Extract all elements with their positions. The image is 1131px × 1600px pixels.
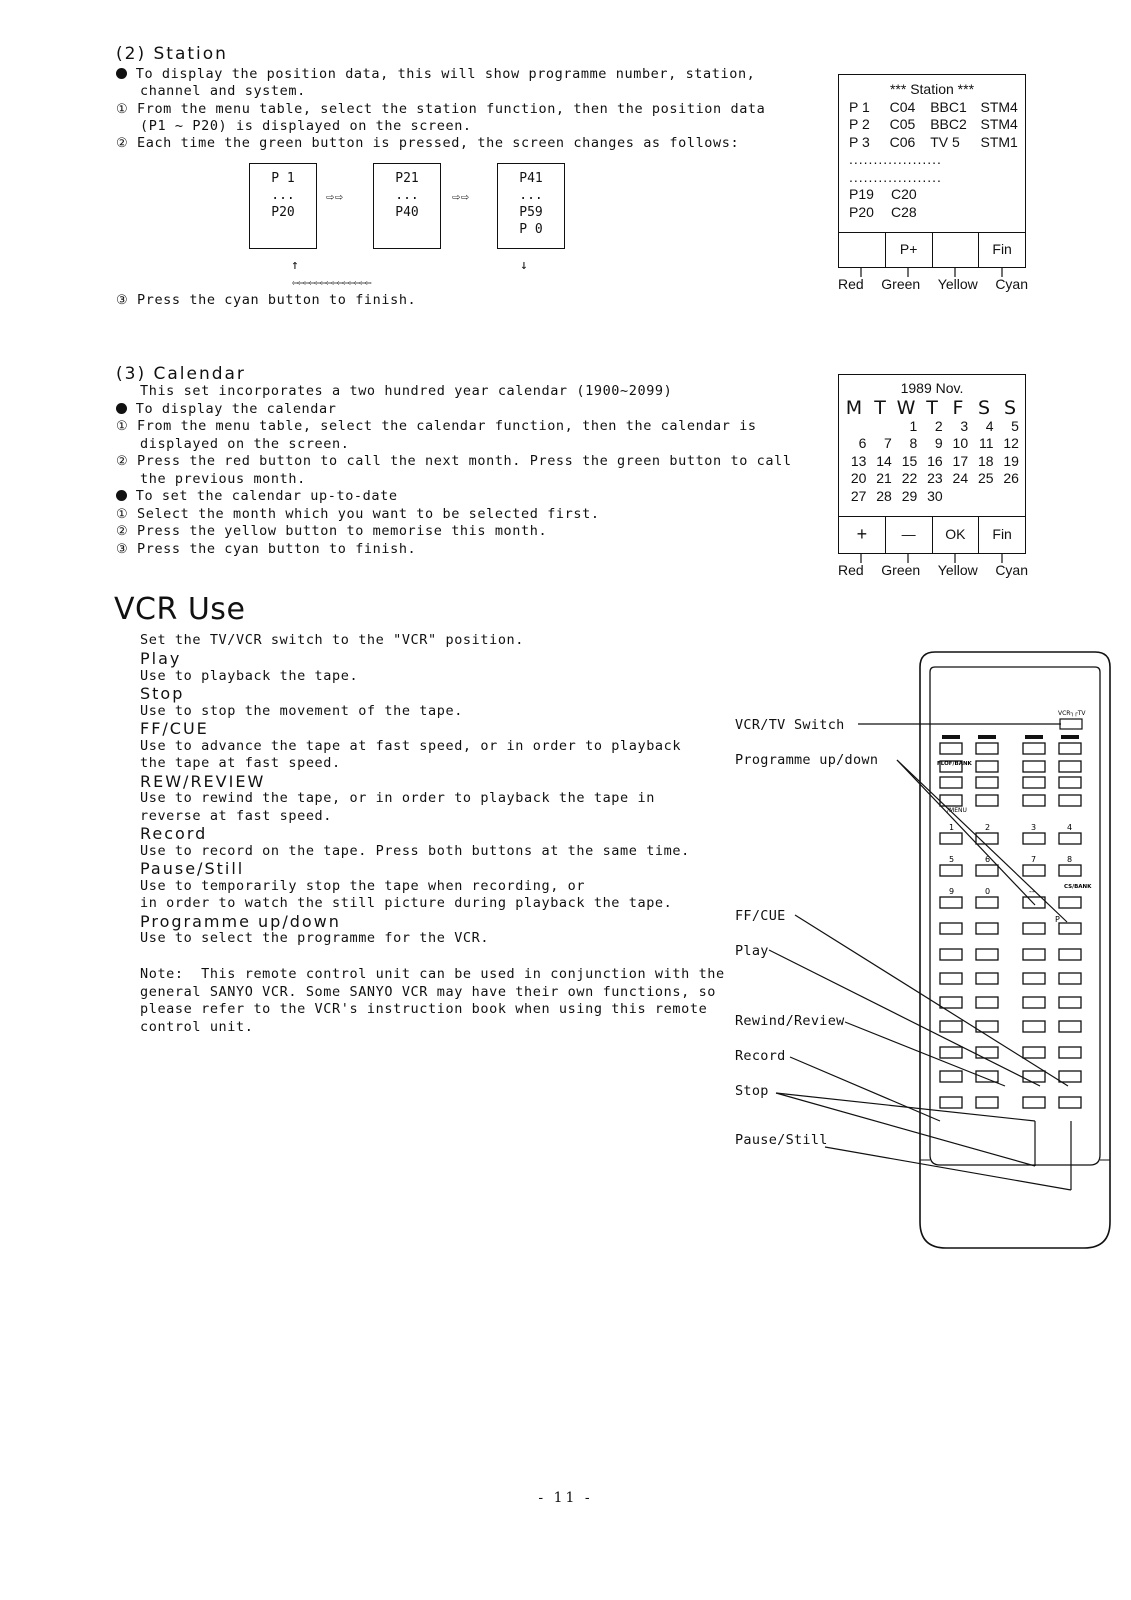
remote-button — [1059, 743, 1081, 754]
screen-cell: STM4 — [980, 98, 1018, 115]
calendar-date: 29 — [901, 487, 918, 504]
circled-three-icon: ③ — [116, 542, 129, 557]
remote-button — [1023, 949, 1045, 960]
calendar-day-letter: M — [845, 396, 863, 419]
station-btn-yellow — [933, 233, 980, 267]
screen-cell: P 1 — [849, 98, 870, 115]
remote-button — [1059, 897, 1081, 908]
remote-button — [976, 949, 998, 960]
remote-key-label: P — [1055, 915, 1060, 924]
remote-indicator-bar — [978, 735, 996, 739]
note-line: control unit. — [140, 1018, 254, 1035]
calendar-date: 5 — [1011, 417, 1019, 434]
vcr-function-desc: reverse at fast speed. — [140, 807, 333, 824]
circled-one-icon: ① — [116, 419, 129, 434]
remote-key-label: 7 — [1031, 855, 1037, 864]
station-intro-cont: channel and system. — [140, 83, 306, 99]
vcr-function-desc: Use to temporarily stop the tape when recording, or — [140, 877, 586, 894]
calendar-date: 3 — [960, 417, 969, 434]
remote-button — [1059, 777, 1081, 788]
calendar-date: 13 — [850, 452, 867, 469]
remote-button — [1023, 1071, 1045, 1082]
remote-button — [976, 923, 998, 934]
vcr-function-list — [140, 650, 690, 948]
remote-button — [1059, 795, 1081, 806]
calendar-week — [839, 453, 1025, 471]
screen-cell: P 2 — [849, 116, 870, 132]
calendar-btn-green: — — [886, 517, 933, 553]
station-step1-cont: (P1 ~ P20) is displayed on the screen. — [140, 118, 472, 134]
remote-button — [976, 795, 998, 806]
calendar-date: 24 — [952, 470, 969, 486]
calendar-btn-cyan: Fin — [992, 526, 1012, 542]
remote-indicator-bar — [1025, 735, 1043, 739]
note-line: Note: This remote control unit can be used in conjunction with the — [140, 966, 725, 982]
calendar-date: 21 — [876, 470, 892, 486]
remote-key-label: 8 — [1067, 855, 1073, 864]
color-label: Red — [838, 562, 864, 578]
flow-box-2-line: P40 — [395, 205, 419, 220]
note-line: please refer to the VCR's instruction book when using this remote — [140, 1001, 708, 1017]
calendar-date — [970, 488, 995, 506]
vcr-function-desc: in order to watch the still picture during playback the tape. — [140, 895, 673, 911]
calendar-button-bar — [838, 516, 1026, 554]
color-label: Cyan — [995, 562, 1028, 578]
remote-key-label: 1 — [949, 823, 955, 832]
screen-cell: P20 — [849, 203, 874, 220]
remote-button — [1059, 1021, 1081, 1032]
remote-button — [940, 865, 962, 876]
screen-cell: P19 — [849, 186, 874, 202]
calendar-date: 19 — [1003, 452, 1019, 469]
color-label: Cyan — [995, 276, 1028, 292]
remote-button — [940, 949, 962, 960]
circled-one-icon: ① — [116, 507, 129, 522]
flow-box-3-line: P 0 — [519, 222, 543, 237]
remote-key-label: -- — [1029, 887, 1035, 896]
calendar-date: 28 — [876, 487, 892, 504]
remote-indicator-bar — [942, 735, 960, 739]
calendar-btn-red: + — [839, 517, 886, 553]
station-btn-green: P+ — [886, 233, 933, 267]
remote-key-label: 3 — [1031, 823, 1037, 832]
calendar-screen-title: 1989 Nov. — [900, 380, 964, 396]
remote-key-label: 0 — [985, 887, 991, 896]
remote-button — [1023, 777, 1045, 788]
station-step2: ② Each time the green button is pressed, the screen changes as follows: — [116, 135, 740, 151]
calendar-date — [945, 488, 970, 506]
remote-button — [1023, 1097, 1045, 1108]
return-arrows-icon: ⇦⇦⇦⇦⇦⇦⇦⇦⇦⇦⇦⇦⇦⇦ — [292, 276, 371, 289]
flow-box-3-line: P41 — [519, 171, 543, 186]
calendar-date: 30 — [927, 487, 943, 504]
station-row — [839, 99, 1025, 117]
remote-button — [1023, 1047, 1045, 1058]
screen-cell: BBC1 — [930, 98, 967, 115]
screen-cell: C28 — [891, 203, 917, 220]
remote-button — [976, 973, 998, 984]
station-btn-red — [839, 233, 886, 267]
calendar-date: 27 — [850, 487, 867, 504]
remote-button — [940, 997, 962, 1008]
flow-box-2 — [373, 163, 441, 249]
calendar-date: 12 — [1003, 435, 1019, 451]
calendar-date: 2 — [934, 417, 943, 434]
remote-button — [1059, 1097, 1081, 1108]
station-color-labels — [838, 276, 1028, 294]
station-intro: To display the position data, this will show programme number, station, — [116, 66, 755, 84]
menu-mark: /MENU — [947, 807, 967, 814]
remote-button — [1059, 1047, 1081, 1058]
station-btn-cyan: Fin — [992, 241, 1012, 257]
remote-key-label: 6 — [985, 855, 991, 864]
station-screen-rows — [839, 99, 1025, 152]
remote-button — [1023, 973, 1045, 984]
remote-key-label: 2 — [985, 823, 991, 832]
remote-button — [1059, 973, 1081, 984]
calendar-step2: ② Press the red button to call the next month. Press the green button to call — [116, 453, 792, 469]
calendar-date: 6 — [858, 435, 867, 451]
remote-button — [940, 1071, 962, 1082]
remote-button — [976, 761, 998, 772]
calendar-date: 14 — [876, 452, 892, 469]
calendar-bullet-2: To set the calendar up-to-date — [116, 488, 398, 506]
circled-two-icon: ② — [116, 454, 129, 469]
flow-box-1-line: P 1 — [271, 171, 295, 186]
calendar-grid — [839, 418, 1025, 506]
screen-cell: STM4 — [980, 116, 1018, 132]
station-row — [839, 116, 1025, 134]
color-label: Yellow — [937, 276, 978, 292]
remote-button — [1059, 833, 1081, 844]
flow-box-3-line: ... — [519, 188, 543, 203]
calendar-step2-cont: the previous month. — [140, 471, 306, 487]
calendar-date: 9 — [934, 435, 943, 451]
label-record: Record — [735, 1048, 786, 1064]
calendar-week — [839, 435, 1025, 453]
remote-button — [1059, 949, 1081, 960]
remote-button — [1023, 743, 1045, 754]
screen-cell: BBC2 — [930, 116, 967, 132]
calendar-date: 7 — [884, 435, 892, 451]
remote-button — [976, 743, 998, 754]
remote-button — [976, 777, 998, 788]
remote-key-label: 9 — [949, 887, 955, 896]
station-screen-title: *** Station *** — [889, 81, 975, 97]
color-label: Green — [881, 562, 921, 578]
calendar-date — [843, 418, 868, 436]
screen-cell: TV 5 — [930, 133, 960, 150]
remote-button — [976, 1071, 998, 1082]
vcr-intro: Set the TV/VCR switch to the "VCR" position. — [140, 632, 525, 648]
calendar-week — [839, 470, 1025, 488]
label-vcr-tv-switch: VCR/TV Switch — [735, 717, 845, 733]
circled-two-icon: ② — [116, 524, 129, 539]
vcr-function-heading: REW/REVIEW — [140, 771, 266, 791]
calendar-date: 26 — [1003, 470, 1019, 486]
flow-box-2-line: P21 — [395, 171, 419, 186]
screen-cell: P 3 — [849, 133, 870, 150]
remote-button — [940, 1021, 962, 1032]
up-arrow-icon: ↑ — [291, 258, 299, 273]
remote-button — [1023, 923, 1045, 934]
circled-two-icon: ② — [116, 136, 129, 151]
calendar-date: 10 — [952, 435, 969, 451]
screen-cell: C06 — [889, 133, 916, 150]
remote-button — [1059, 761, 1081, 772]
remote-button — [976, 997, 998, 1008]
station-screen-dots: ................... — [849, 168, 942, 185]
calendar-day-letter: W — [896, 396, 916, 419]
color-label: Red — [838, 276, 864, 292]
remote-button — [940, 1097, 962, 1108]
circled-three-icon: ③ — [116, 293, 129, 308]
flof-mark: FLOF/BANK — [937, 761, 972, 767]
remote-button — [1059, 923, 1081, 934]
station-button-bar — [838, 232, 1026, 268]
remote-button — [1059, 1071, 1081, 1082]
remote-button — [976, 865, 998, 876]
remote-button-grid — [940, 735, 1081, 1108]
screen-cell: C05 — [889, 116, 916, 132]
station-row — [839, 134, 1025, 152]
calendar-step1-cont: displayed on the screen. — [140, 436, 350, 452]
screen-cell: C20 — [891, 186, 917, 202]
flow-box-3 — [497, 163, 565, 249]
calendar-day-letter: S — [1003, 396, 1017, 419]
vcr-title: VCR Use — [114, 592, 246, 627]
calendar-date: 11 — [978, 435, 994, 451]
label-rewind-review: Rewind/Review — [735, 1013, 845, 1029]
vcr-function-heading: FF/CUE — [140, 719, 209, 738]
station-row — [839, 204, 1025, 222]
remote-button — [1059, 997, 1081, 1008]
station-row — [839, 186, 1025, 204]
flow-arrow-icon: ⇨⇨ — [326, 189, 344, 205]
remote-button — [940, 897, 962, 908]
calendar-date: 22 — [901, 470, 918, 486]
calendar-color-labels — [838, 562, 1028, 580]
remote-button — [940, 1047, 962, 1058]
calendar-bullet-1: To display the calendar — [116, 401, 336, 419]
color-label: Yellow — [937, 562, 978, 578]
remote-button — [940, 833, 962, 844]
remote-control-illustration — [700, 640, 1120, 1260]
calendar-date: 23 — [927, 470, 943, 486]
calendar-date: 1 — [909, 417, 918, 434]
station-screen-rows-2 — [839, 186, 1025, 221]
remote-button — [940, 777, 962, 788]
calendar-btn-yellow: OK — [933, 517, 980, 553]
calendar-heading: (3) Calendar — [116, 364, 246, 384]
calendar-day-header — [839, 398, 1025, 418]
calendar-intro: This set incorporates a two hundred year calendar (1900~2099) — [140, 383, 673, 399]
label-ff-cue: FF/CUE — [735, 908, 786, 924]
calendar-stepb2: ② Press the yellow button to memorise this month. — [116, 523, 548, 539]
remote-button — [940, 743, 962, 754]
calendar-date: 15 — [901, 452, 918, 469]
vcr-function-heading: Stop — [140, 684, 185, 703]
vcr-tv-mark: VCR┐┌TV — [1058, 710, 1086, 717]
cs-mark: CS/BANK — [1064, 884, 1092, 890]
label-play: Play — [735, 943, 769, 959]
vcr-note — [140, 966, 725, 1036]
flow-box-1 — [249, 163, 317, 249]
label-stop: Stop — [735, 1083, 769, 1099]
remote-button — [976, 1097, 998, 1108]
vcr-function-desc: Use to stop the movement of the tape. — [140, 702, 463, 719]
down-arrow-icon: ↓ — [520, 258, 528, 273]
page-number: - 11 - — [538, 1490, 593, 1506]
remote-button — [940, 923, 962, 934]
vcr-function-heading: Record — [140, 824, 208, 843]
remote-button — [1023, 1021, 1045, 1032]
vcr-function-desc: the tape at fast speed. — [140, 755, 341, 771]
station-step1: ① From the menu table, select the station function, then the position data — [116, 101, 766, 117]
flow-arrow-icon: ⇨⇨ — [452, 189, 470, 205]
calendar-step1: ① From the menu table, select the calendar function, then the calendar is — [116, 418, 757, 434]
calendar-stepb3: ③ Press the cyan button to finish. — [116, 541, 417, 557]
remote-key-label: 5 — [949, 855, 955, 864]
vcr-function-desc: Use to playback the tape. — [140, 667, 359, 684]
bullet-icon — [116, 403, 127, 414]
calendar-stepb1: ① Select the month which you want to be selected first. — [116, 506, 600, 522]
remote-button — [1023, 865, 1045, 876]
flow-box-1-line: ... — [271, 188, 295, 203]
bullet-icon — [116, 490, 127, 501]
flow-box-1-line: P20 — [271, 205, 295, 220]
calendar-week — [839, 418, 1025, 436]
calendar-date: 4 — [985, 417, 994, 434]
screen-cell: STM1 — [980, 133, 1018, 150]
vcr-function-heading: Play — [140, 649, 182, 668]
calendar-date: 18 — [977, 452, 994, 469]
calendar-date: 17 — [952, 452, 969, 469]
flow-box-2-line: ... — [395, 188, 419, 203]
calendar-date — [996, 488, 1021, 506]
remote-button — [976, 897, 998, 908]
screen-cell: C04 — [889, 98, 916, 115]
remote-button — [1059, 865, 1081, 876]
note-line: general SANYO VCR. Some SANYO VCR may have their own functions, so — [140, 983, 717, 1000]
vcr-function-desc: Use to record on the tape. Press both buttons at the same time. — [140, 842, 690, 859]
vcr-function-heading: Pause/Still — [140, 859, 245, 878]
calendar-date: 16 — [927, 452, 943, 469]
calendar-day-letter: S — [977, 396, 991, 419]
calendar-date: 25 — [977, 470, 994, 486]
calendar-day-letter: T — [874, 396, 886, 419]
remote-button — [976, 1047, 998, 1058]
vcr-function-desc: Use to rewind the tape, or in order to playback the tape in — [140, 790, 655, 806]
remote-button — [1023, 761, 1045, 772]
remote-button — [940, 973, 962, 984]
remote-button — [1023, 833, 1045, 844]
remote-key-label: 4 — [1067, 823, 1073, 832]
station-heading: (2) Station — [116, 44, 228, 64]
label-pause-still: Pause/Still — [735, 1132, 828, 1148]
calendar-date: 20 — [850, 470, 867, 486]
calendar-date — [868, 418, 893, 436]
bullet-icon — [116, 68, 127, 79]
color-label: Green — [881, 276, 921, 292]
vcr-function-desc: Use to select the programme for the VCR. — [140, 930, 490, 946]
remote-button — [1023, 795, 1045, 806]
calendar-day-letter: T — [926, 396, 938, 419]
calendar-week — [839, 488, 1025, 506]
remote-button — [1023, 997, 1045, 1008]
station-screen-dots: ................... — [849, 151, 942, 167]
calendar-day-letter: F — [952, 396, 964, 419]
vcr-function-desc: Use to advance the tape at fast speed, or in order to playback — [140, 737, 682, 754]
label-programme-up-down: Programme up/down — [735, 752, 879, 768]
vcr-function-heading: Programme up/down — [140, 911, 341, 931]
station-step3: ③ Press the cyan button to finish. — [116, 292, 417, 308]
circled-one-icon: ① — [116, 102, 129, 117]
remote-indicator-bar — [1061, 735, 1079, 739]
flow-box-3-line: P59 — [519, 205, 543, 220]
calendar-date: 8 — [909, 435, 918, 451]
